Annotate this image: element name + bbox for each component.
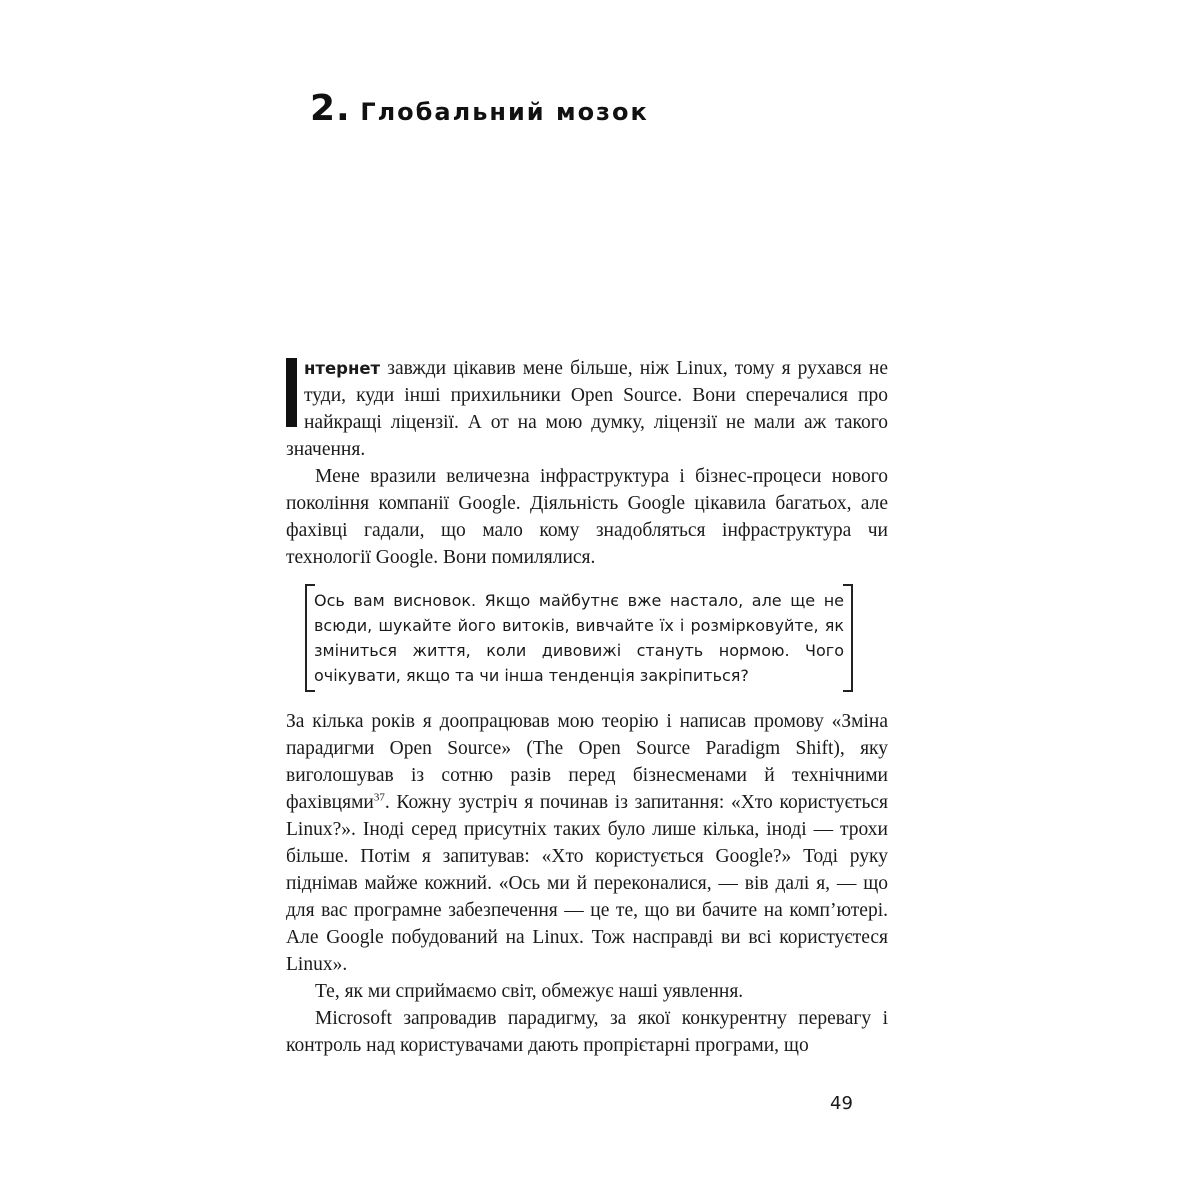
paragraph-1-text: завжди цікавив мене більше, ніж Linux, тому я рухався не туди, куди інші прихильники Open Source. Вони сперечалися про найкращі ліцензії. А от на мою думку, ліцензії не мали аж такого значення. [286, 358, 888, 460]
paragraph-3 [286, 708, 888, 978]
bracket-corner [843, 584, 853, 586]
paragraph-1 [286, 355, 888, 463]
page-number: 49 [830, 1093, 853, 1114]
bracket-corner [305, 584, 315, 586]
paragraph-4: Те, як ми сприймаємо світ, обмежує наші уявлення. [315, 981, 744, 1002]
chapter-title: Глобальний мозок [360, 98, 649, 126]
paragraph-3-text: За кілька років я доопрацював мою теорію і написав промову «Зміна парадигми Open Source» (The Open Source Paradigm Shift), яку виголошував із сотню разів перед бізнесменами й технічними фахівцями [286, 711, 888, 813]
bracket-corner [843, 690, 853, 692]
chapter-heading [310, 88, 649, 129]
intro-text [286, 355, 888, 571]
paragraph-2: Мене вразили величезна інфраструктура і бізнес-процеси нового покоління компанії Google. Діяльність Google цікавила багатьох, але фахівці гадали, що мало кому знадобляться інфраструктура чи технології Google. Вони помилялися. [286, 466, 888, 568]
footnote-reference[interactable]: 37 [373, 791, 385, 804]
paragraph-5: Microsoft запровадив парадигму, за якої конкурентну перевагу і контроль над користувачами дають пропрієтарні програми, що [286, 1008, 888, 1056]
chapter-number: 2. [310, 88, 351, 129]
bracket-corner [305, 690, 315, 692]
paragraph-3-continuation: . Кожну зустріч я починав із запитання: «Хто користується Linux?». Іноді серед присутніх таких було лише кілька, іноді — трохи більше. Потім я запитував: «Хто користується Google?» Тоді руку піднімав майже кожний. «Ось ми й переконалися, — вів далі я, — що для вас програмне забезпечення — це те, що ви бачите на комп’ютері. Але Google побудований на Linux. Тож насправді ви всі користуєтеся Linux». [286, 792, 888, 975]
quote-text: Ось вам висновок. Якщо майбутнє вже настало, але ще не всюди, шукайте його витоків, вивчайте їх і розмірковуйте, як зміниться життя, коли дивовижі стануть нормою. Чого очікувати, якщо та чи інша тенденція закріпиться? [314, 591, 844, 685]
drop-cap-letter [286, 358, 297, 427]
main-text [286, 708, 888, 1059]
quote-box [305, 584, 853, 692]
lead-word: нтернет [304, 359, 381, 378]
